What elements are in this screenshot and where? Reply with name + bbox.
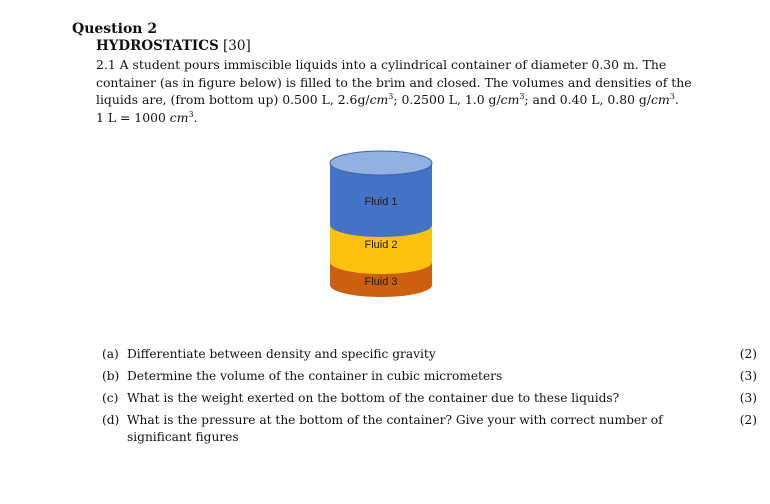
unit-cm: cm <box>651 92 670 107</box>
sub-question-text: What is the pressure at the bottom of the container? Give your with correct number of significant figures <box>127 413 663 444</box>
problem-line-2: container (as in figure below) is filled to the brim and closed. The volumes and densities of the <box>96 74 692 90</box>
sub-question <box>102 390 757 407</box>
sub-question-marks: (3) <box>739 369 757 383</box>
cylinder-figure <box>326 147 436 307</box>
sub-questions-list <box>102 346 757 451</box>
unit-exp: 3 <box>388 91 394 101</box>
fluid-1-layer <box>330 151 432 237</box>
sub-question <box>102 346 757 363</box>
fluid-3-label: Fluid 3 <box>364 276 398 288</box>
unit-cm: cm <box>169 109 189 125</box>
sub-question-marks: (3) <box>739 391 757 405</box>
problem-line-4 <box>96 109 702 127</box>
sub-question-label: (d) <box>102 413 120 427</box>
problem-line-3 <box>96 91 702 109</box>
problem-number: 2.1 <box>96 57 116 72</box>
sub-question <box>102 368 757 385</box>
unit-exp: 3 <box>519 91 525 101</box>
problem-text-1: A student pours immiscible liquids into a cylindrical container of diameter 0.30 m. The <box>119 57 667 72</box>
liquid-2-spec: ; 0.2500 L, 1.0 g/ <box>393 92 501 107</box>
sub-question <box>102 412 757 446</box>
sub-question-text: Differentiate between density and specific gravity <box>127 347 436 361</box>
problem-line-1 <box>96 56 702 74</box>
sub-question-marks: (2) <box>739 413 757 427</box>
fluid-2-label: Fluid 2 <box>364 239 398 251</box>
sub-question-label: (b) <box>102 369 120 383</box>
conversion-text: 1 L = 1000 <box>96 109 166 125</box>
line-end: . <box>674 92 679 107</box>
cylinder-svg <box>326 147 436 307</box>
sub-question-text: Determine the volume of the container in cubic micrometers <box>127 369 503 383</box>
unit-exp: 3 <box>669 91 675 101</box>
question-title: Question 2 <box>72 21 158 37</box>
section-marks: [30] <box>223 38 251 54</box>
sub-question-label: (a) <box>102 347 119 361</box>
liquid-1-spec: liquids are, (from bottom up) 0.500 L, 2.6g/ <box>96 92 370 107</box>
sub-question-label: (c) <box>102 391 119 405</box>
liquid-3-spec: ; and 0.40 L, 0.80 g/ <box>524 92 652 107</box>
fluid-1-label: Fluid 1 <box>364 196 398 208</box>
section-title: HYDROSTATICS <box>96 38 219 54</box>
problem-statement <box>96 56 702 126</box>
line-end: . <box>193 109 198 125</box>
unit-cm: cm <box>500 92 520 107</box>
unit-cm: cm <box>369 92 389 107</box>
section-heading <box>96 38 251 54</box>
unit-exp: 3 <box>188 109 194 119</box>
sub-question-text: What is the weight exerted on the bottom of the container due to these liquids? <box>127 391 620 405</box>
sub-question-marks: (2) <box>739 347 757 361</box>
